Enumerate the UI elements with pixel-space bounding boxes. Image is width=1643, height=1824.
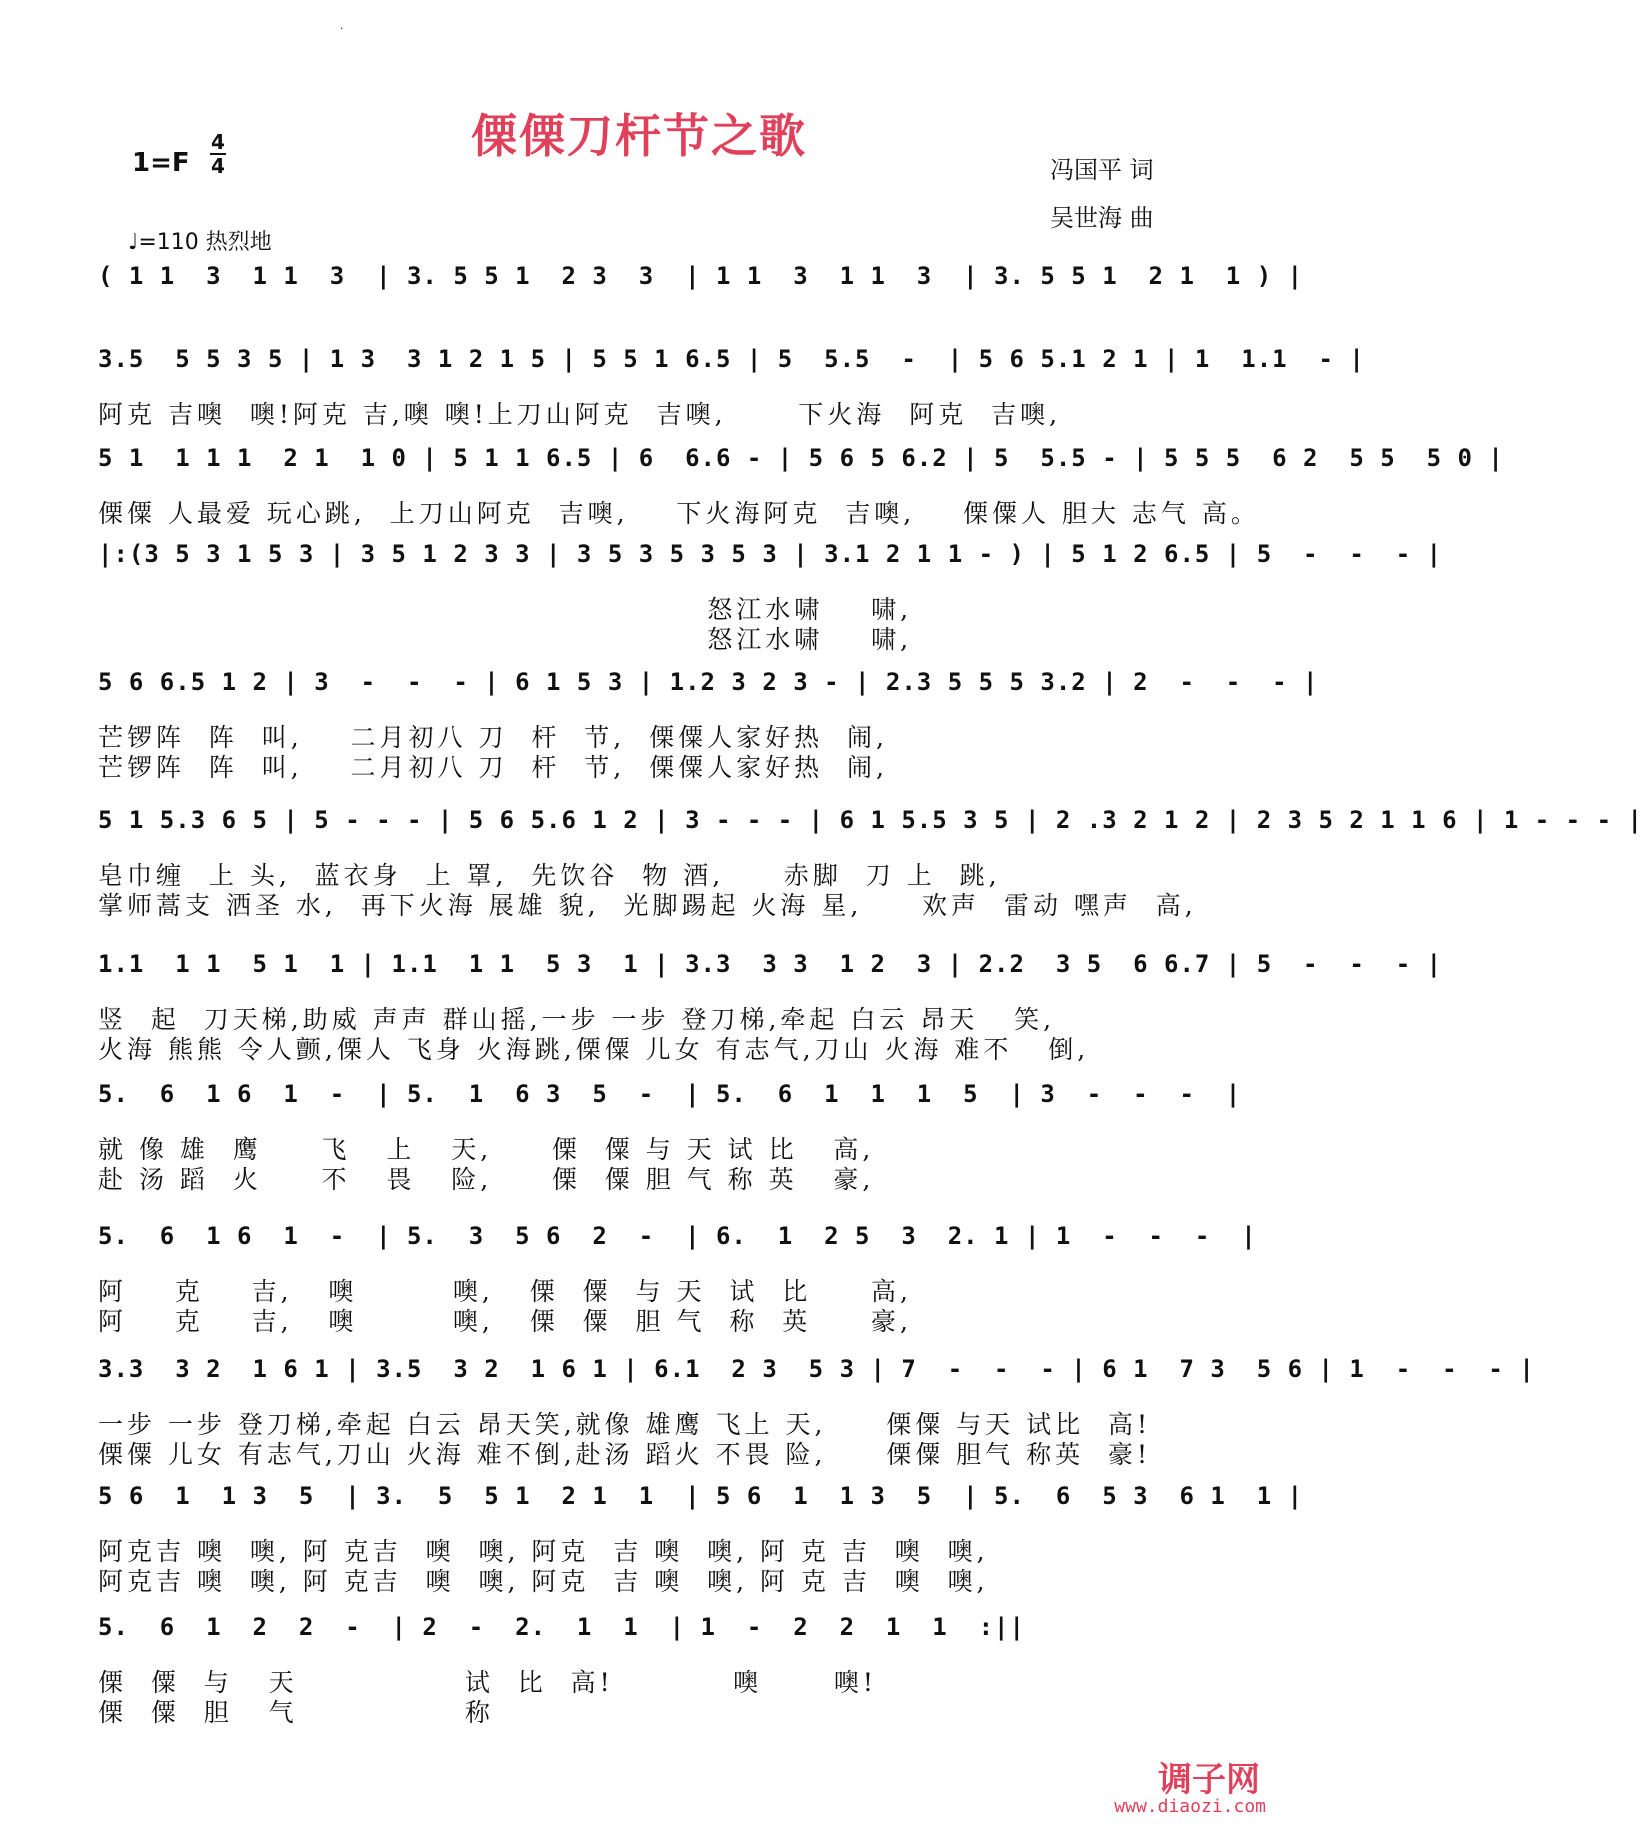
meter-top: 4 [211, 130, 225, 154]
lyric-line: 怒江水啸 啸, [98, 625, 913, 654]
notation-row: |:(3 5 3 1 5 3 | 3 5 1 2 3 3 | 3 5 3 5 3 5 3 | 3.1 2 1 1 - ) | 5 1 2 6.5 | 5 - - - | [98, 540, 1443, 568]
notation-row: 3.3 3 2 1 6 1 | 3.5 3 2 1 6 1 | 6.1 2 3 5 3 | 7 - - - | 6 1 7 3 5 6 | 1 - - - | [98, 1355, 1535, 1383]
time-signature [210, 132, 226, 176]
notation-row: 1.1 1 1 5 1 1 | 1.1 1 1 5 3 1 | 3.3 3 3 1 2 3 | 2.2 3 5 6 6.7 | 5 - - - | [98, 950, 1443, 978]
lyric-line: 怒江水啸 啸, [98, 595, 913, 624]
notation-row: 5. 6 1 6 1 - | 5. 1 6 3 5 - | 5. 6 1 1 1 5 | 3 - - - | [98, 1080, 1242, 1108]
stray-mark: · [340, 24, 344, 35]
lyric-line: 阿克吉 噢 噢, 阿 克吉 噢 噢, 阿克 吉 噢 噢, 阿 克 吉 噢 噢, [98, 1537, 989, 1566]
notation-row: 5 6 1 1 3 5 | 3. 5 5 1 2 1 1 | 5 6 1 1 3 5 | 5. 6 5 3 6 1 1 | [98, 1482, 1304, 1510]
lyric-line: 皂巾缠 上 头, 蓝衣身 上 罩, 先饮谷 物 酒, 赤脚 刀 上 跳, [98, 861, 1001, 890]
lyric-line: 火海 熊熊 令人颤,傈人 飞身 火海跳,傈僳 儿女 有志气,刀山 火海 难不 倒, [98, 1035, 1090, 1064]
meter-bottom: 4 [211, 154, 225, 178]
lyric-line: 掌师蒿支 洒圣 水, 再下火海 展雄 貌, 光脚踢起 火海 星, 欢声 雷动 嘿声 高, [98, 891, 1197, 920]
notation-row: 5 1 1 1 1 2 1 1 0 | 5 1 1 6.5 | 6 6.6 - | 5 6 5 6.2 | 5 5.5 - | 5 5 5 6 2 5 5 5 0 | [98, 444, 1504, 472]
lyric-line: 傈僳 儿女 有志气,刀山 火海 难不倒,赴汤 蹈火 不畏 险, 傈僳 胆气 称英 豪! [98, 1440, 1152, 1469]
lyric-line: 就 像 雄 鹰 飞 上 天, 傈 僳 与 天 试 比 高, [98, 1135, 875, 1164]
composer-credit: 吴世海 曲 [1050, 204, 1154, 232]
notation-row: 5. 6 1 6 1 - | 5. 3 5 6 2 - | 6. 1 2 5 3 2. 1 | 1 - - - | [98, 1222, 1257, 1250]
notation-row: ( 1 1 3 1 1 3 | 3. 5 5 1 2 3 3 | 1 1 3 1 1 3 | 3. 5 5 1 2 1 1 ) | [98, 262, 1304, 290]
lyric-line: 阿 克 吉, 噢 噢, 傈 僳 与 天 试 比 高, [98, 1277, 912, 1306]
notation-row: 3.5 5 5 3 5 | 1 3 3 1 2 1 5 | 5 5 1 6.5 | 5 5.5 - | 5 6 5.1 2 1 | 1 1.1 - | [98, 345, 1365, 373]
lyric-line: 赴 汤 蹈 火 不 畏 险, 傈 僳 胆 气 称 英 豪, [98, 1165, 875, 1194]
lyric-line: 一步 一步 登刀梯,牵起 白云 昂天笑,就像 雄鹰 飞上 天, 傈僳 与天 试比 高! [98, 1410, 1152, 1439]
notation-row: 5 6 6.5 1 2 | 3 - - - | 6 1 5 3 | 1.2 3 2 3 - | 2.3 5 5 5 3.2 | 2 - - - | [98, 668, 1319, 696]
lyric-line: 阿克 吉噢 噢!阿克 吉,噢 噢!上刀山阿克 吉噢, 下火海 阿克 吉噢, [98, 400, 1062, 429]
notation-row: 5. 6 1 2 2 - | 2 - 2. 1 1 | 1 - 2 2 1 1 :|| [98, 1613, 1025, 1641]
lyric-line: 芒锣阵 阵 叫, 二月初八 刀 杆 节, 傈僳人家好热 闹, [98, 723, 888, 752]
lyric-line: 阿克吉 噢 噢, 阿 克吉 噢 噢, 阿克 吉 噢 噢, 阿 克 吉 噢 噢, [98, 1567, 989, 1596]
key-signature: 1=F [132, 148, 190, 178]
lyric-line: 芒锣阵 阵 叫, 二月初八 刀 杆 节, 傈僳人家好热 闹, [98, 753, 888, 782]
lyric-line: 阿 克 吉, 噢 噢, 傈 僳 胆 气 称 英 豪, [98, 1307, 912, 1336]
lyric-line: 傈僳 人最爱 玩心跳, 上刀山阿克 吉噢, 下火海阿克 吉噢, 傈僳人 胆大 志气 高。 [98, 499, 1260, 528]
notation-row: 5 1 5.3 6 5 | 5 - - - | 5 6 5.6 1 2 | 3 - - - | 6 1 5.5 3 5 | 2 .3 2 1 2 | 2 3 5 2 1 1 6 | 1 - - - | [98, 806, 1643, 834]
lyric-line: 傈 僳 与 天 试 比 高! 噢 噢! [98, 1668, 877, 1697]
song-title: 傈傈刀杆节之歌 [471, 109, 807, 163]
lyricist-credit: 冯国平 词 [1050, 156, 1154, 184]
watermark-url: www.diaozi.com [1114, 1796, 1266, 1817]
lyric-line: 竖 起 刀天梯,助威 声声 群山摇,一步 一步 登刀梯,牵起 白云 昂天 笑, [98, 1005, 1056, 1034]
lyric-line: 傈 僳 胆 气 称 [98, 1698, 494, 1727]
watermark-logo: 调子网 [1158, 1760, 1260, 1800]
tempo-marking: ♩=110 热烈地 [128, 230, 272, 255]
